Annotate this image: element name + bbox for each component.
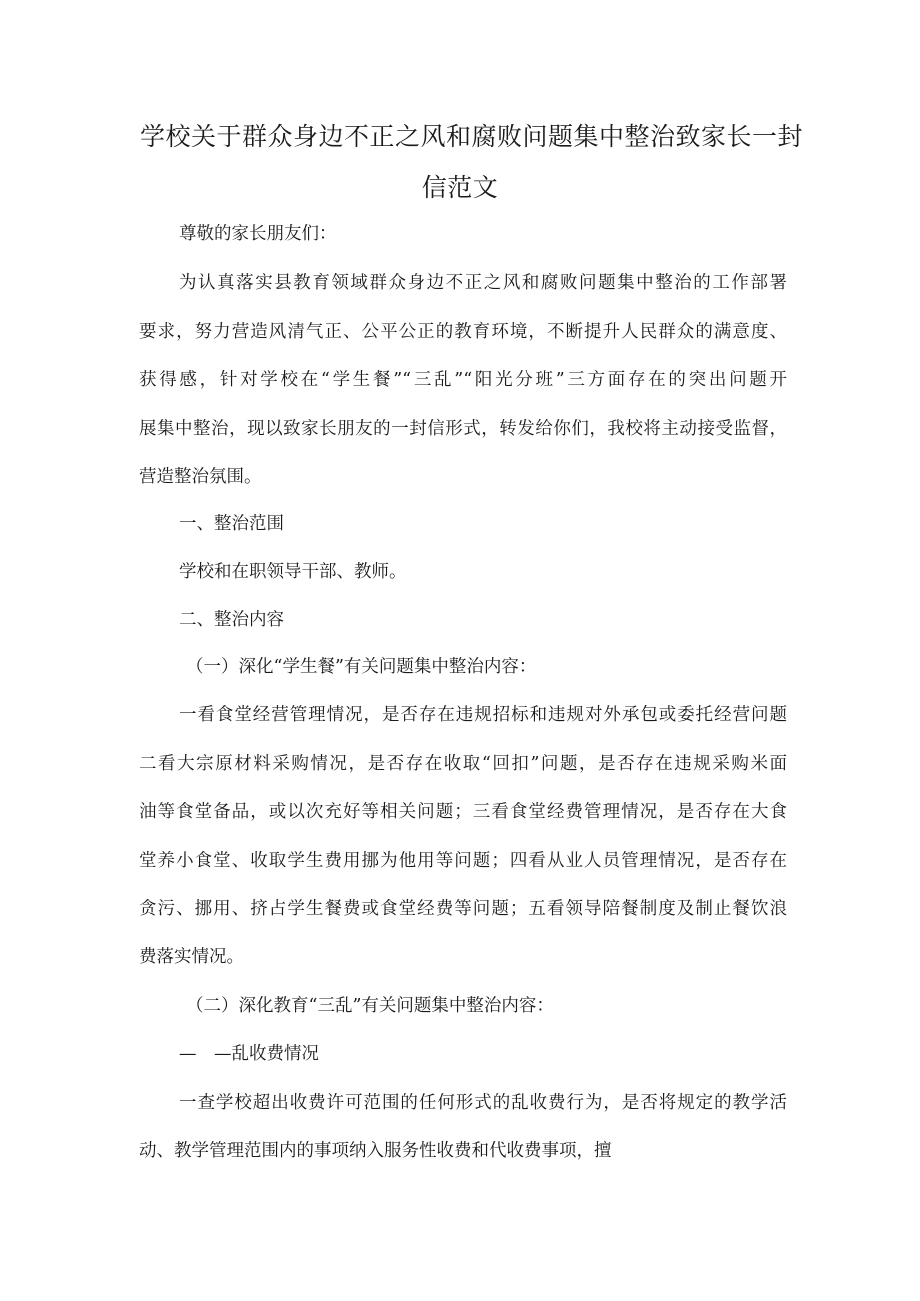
subsection-1-line-4: 堂养小食堂、收取学生费用挪为他用等问题；四看从业人员管理情况，是否存在	[139, 851, 787, 871]
salutation: 尊敬的家长朋友们：	[179, 224, 337, 244]
item-1-line-2: 动、教学管理范围内的事项纳入服务性收费和代收费事项，擅	[139, 1141, 612, 1161]
subsection-1-line-1: 一看食堂经营管理情况，是否存在违规招标和违规对外承包或委托经营问题	[179, 705, 787, 725]
section-1-text: 学校和在职领导干部、教师。	[179, 562, 407, 582]
subsection-2-heading: （二）深化教育“三乱”有关问题集中整治内容：	[186, 996, 554, 1016]
subsection-1-heading: （一）深化“学生餐”有关问题集中整治内容：	[186, 657, 537, 677]
intro-line-1: 为认真落实县教育领域群众身边不正之风和腐败问题集中整治的工作部署	[179, 273, 787, 293]
intro-line-4: 展集中整治，现以致家长朋友的一封信形式，转发给你们，我校将主动接受监督，	[139, 419, 787, 439]
intro-line-2: 要求，努力营造风清气正、公平公正的教育环境，不断提升人民群众的满意度、	[139, 322, 787, 342]
section-2-heading: 二、整治内容	[179, 610, 284, 630]
section-1-heading: 一、整治范围	[179, 514, 284, 534]
item-1-line-1: 一查学校超出收费许可范围的任何形式的乱收费行为，是否将规定的教学活	[179, 1093, 787, 1113]
intro-line-3: 获得感，针对学校在“学生餐”“三乱”“阳光分班”三方面存在的突出问题开	[139, 370, 787, 390]
subsection-1-line-6: 费落实情况。	[139, 947, 244, 967]
subsection-1-line-3: 油等食堂备品，或以次充好等相关问题；三看食堂经费管理情况，是否存在大食	[139, 802, 787, 822]
document-title-line-1: 学校关于群众身边不正之风和腐败问题集中整治致家长一封	[140, 122, 804, 151]
subsection-1-line-5: 贪污、挪用、挤占学生餐费或食堂经费等问题；五看领导陪餐制度及制止餐饮浪	[139, 899, 787, 919]
subsection-1-line-2: 二看大宗原材料采购情况，是否存在收取“回扣”问题，是否存在违规采购米面	[139, 754, 787, 774]
document-title-line-2: 信范文	[421, 173, 499, 202]
item-1-heading: — —乱收费情况	[179, 1044, 319, 1064]
intro-line-5: 营造整治氛围。	[139, 467, 262, 487]
